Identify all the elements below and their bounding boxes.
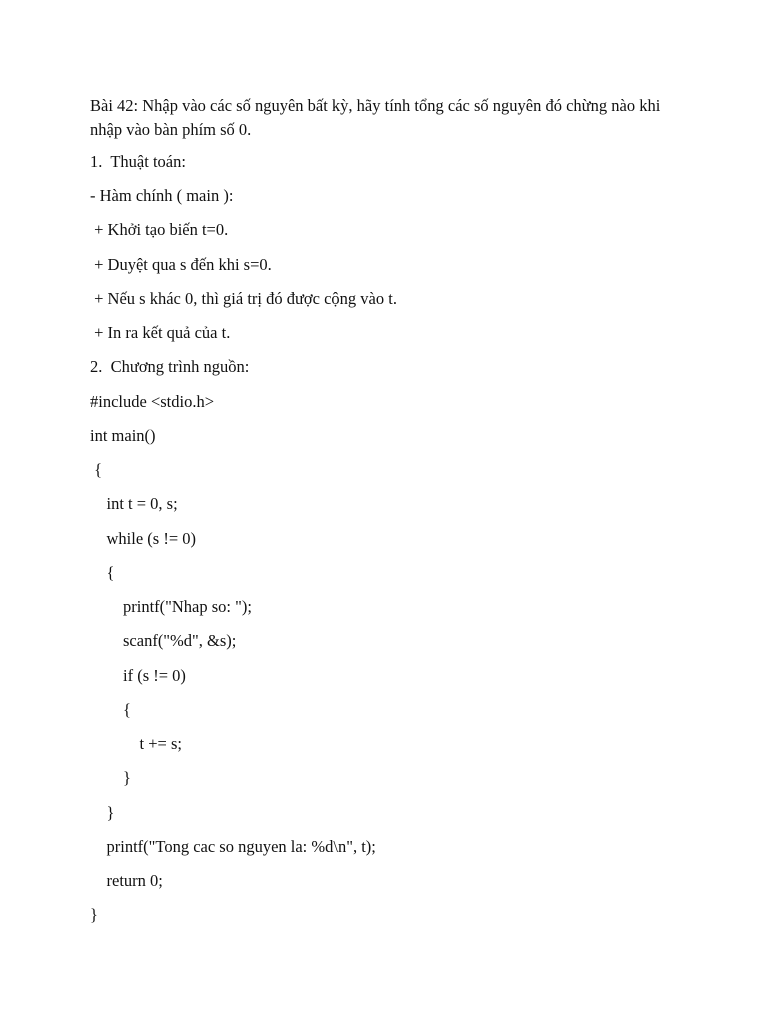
code-line: } xyxy=(90,905,98,924)
exercise-title: Bài 42: Nhập vào các số nguyên bất kỳ, hãy tính tổng các số nguyên đó chừng nào khi nhập vào bàn phím số 0. xyxy=(90,96,661,139)
algorithm-step: + Nếu s khác 0, thì giá trị đó được cộng vào t. xyxy=(90,289,397,308)
section-2-heading: 2. Chương trình nguồn: xyxy=(90,357,250,376)
code-line: return 0; xyxy=(90,871,163,890)
section-1-heading: 1. Thuật toán: xyxy=(90,152,186,171)
code-line: { xyxy=(90,460,103,479)
algorithm-step: + In ra kết quả của t. xyxy=(90,323,231,342)
code-line: printf("Tong cac so nguyen la: %d\n", t); xyxy=(90,837,376,856)
code-line: #include <stdio.h> xyxy=(90,392,215,411)
code-line: printf("Nhap so: "); xyxy=(90,597,252,616)
algorithm-step: + Duyệt qua s đến khi s=0. xyxy=(90,255,272,274)
code-line: if (s != 0) xyxy=(90,666,186,685)
code-line: } xyxy=(90,803,115,822)
algorithm-step: + Khởi tạo biến t=0. xyxy=(90,220,229,239)
main-function-heading: - Hàm chính ( main ): xyxy=(90,186,234,205)
code-line: int main() xyxy=(90,426,156,445)
code-line: while (s != 0) xyxy=(90,529,196,548)
code-line: } xyxy=(90,768,131,787)
code-line: int t = 0, s; xyxy=(90,494,178,513)
code-line: scanf("%d", &s); xyxy=(90,631,237,650)
code-line: t += s; xyxy=(90,734,182,753)
code-line: { xyxy=(90,563,115,582)
code-line: { xyxy=(90,700,131,719)
